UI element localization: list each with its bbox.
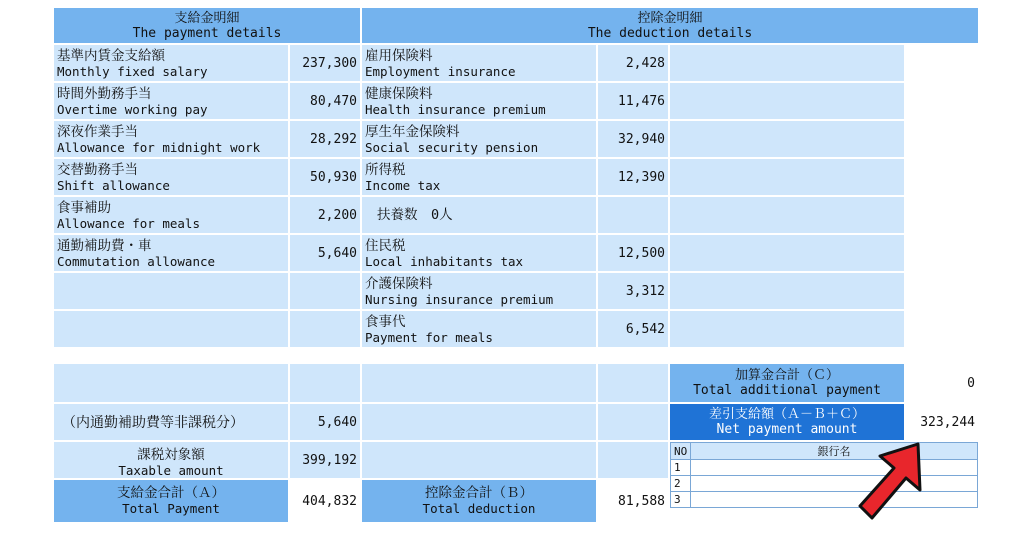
empty-cell [905, 44, 979, 82]
bank-row-no: 3 [671, 492, 691, 508]
empty-cell [905, 120, 979, 158]
empty-cell [361, 441, 597, 479]
payment-label: 時間外勤務手当 Overtime working pay [53, 82, 289, 120]
empty-cell [905, 196, 979, 234]
payment-header [53, 7, 361, 44]
non-taxable-label: （内通勤補助費等非課税分） [53, 403, 289, 441]
payment-value: 237,300 [289, 44, 361, 82]
empty-cell [905, 158, 979, 196]
deduction-label: 雇用保険料 Employment insurance [361, 44, 597, 82]
table-row [53, 82, 979, 120]
deduction-value: 3,312 [597, 272, 669, 310]
empty-cell [289, 363, 361, 403]
deduction-header [361, 7, 979, 44]
empty-cell [53, 363, 289, 403]
deduction-label: 介護保険料 Nursing insurance premium [361, 272, 597, 310]
total-deduction-value: 81,588 [597, 479, 669, 523]
deduction-header-jp: 控除金明細 [637, 10, 703, 26]
empty-cell [597, 403, 669, 441]
table-row [53, 120, 979, 158]
empty-cell [669, 82, 905, 120]
bank-row-no: 2 [671, 476, 691, 492]
table-row [53, 196, 979, 234]
payment-value: 28,292 [289, 120, 361, 158]
deduction-header-en: The deduction details [587, 25, 753, 41]
payment-value: 5,640 [289, 234, 361, 272]
bank-no-header: NO [671, 443, 691, 460]
empty-cell [669, 44, 905, 82]
empty-cell [53, 310, 289, 348]
deduction-label: 健康保険料 Health insurance premium [361, 82, 597, 120]
payment-header-jp: 支給金明細 [174, 10, 240, 26]
dependents-label: 扶養数 0人 [361, 196, 597, 234]
payment-label: 深夜作業手当 Allowance for midnight work [53, 120, 289, 158]
table-row [53, 44, 979, 82]
empty-cell [289, 310, 361, 348]
empty-cell [905, 234, 979, 272]
table-row [53, 310, 979, 348]
empty-cell [361, 403, 597, 441]
totals-table [52, 362, 980, 524]
total-payment-value: 404,832 [289, 479, 361, 523]
empty-cell [905, 310, 979, 348]
deduction-value: 11,476 [597, 82, 669, 120]
empty-cell [669, 120, 905, 158]
empty-cell [289, 272, 361, 310]
table-row [53, 272, 979, 310]
empty-cell [905, 82, 979, 120]
deduction-label: 所得税 Income tax [361, 158, 597, 196]
empty-cell [669, 234, 905, 272]
taxable-amount-label: 課税対象額 Taxable amount [53, 441, 289, 479]
empty-cell [905, 272, 979, 310]
empty-cell [669, 272, 905, 310]
empty-cell [669, 196, 905, 234]
total-deduction-label: 控除金合計（Ｂ） Total deduction [361, 479, 597, 523]
empty-cell [361, 363, 597, 403]
deduction-label: 住民税 Local inhabitants tax [361, 234, 597, 272]
details-table [52, 6, 980, 349]
bank-name-header: 銀行名 [691, 443, 978, 460]
deduction-value [597, 196, 669, 234]
additional-payment-label: 加算金合計（Ｃ） Total additional payment [669, 363, 905, 403]
deduction-value: 6,542 [597, 310, 669, 348]
deduction-value: 2,428 [597, 44, 669, 82]
table-row [53, 158, 979, 196]
deduction-label: 厚生年金保険料 Social security pension [361, 120, 597, 158]
net-payment-label: 差引支給額（Ａ－Ｂ＋Ｃ） Net payment amount [669, 403, 905, 441]
payment-header-en: The payment details [132, 25, 282, 41]
net-payment-value: 323,244 [905, 403, 979, 441]
payment-label: 交替勤務手当 Shift allowance [53, 158, 289, 196]
taxable-amount-value: 399,192 [289, 441, 361, 479]
additional-payment-value: 0 [905, 363, 979, 403]
empty-cell [669, 310, 905, 348]
payment-label: 通勤補助費・車 Commutation allowance [53, 234, 289, 272]
table-row [53, 234, 979, 272]
payment-label: 食事補助 Allowance for meals [53, 196, 289, 234]
deduction-value: 12,390 [597, 158, 669, 196]
total-payment-label: 支給金合計（Ａ） Total Payment [53, 479, 289, 523]
empty-cell [597, 441, 669, 479]
bank-row-no: 1 [671, 460, 691, 476]
payment-label: 基準内賃金支給額 Monthly fixed salary [53, 44, 289, 82]
red-arrow-icon [858, 440, 938, 525]
non-taxable-value: 5,640 [289, 403, 361, 441]
empty-cell [669, 158, 905, 196]
deduction-value: 32,940 [597, 120, 669, 158]
deduction-label: 食事代 Payment for meals [361, 310, 597, 348]
empty-cell [53, 272, 289, 310]
payment-value: 50,930 [289, 158, 361, 196]
payment-value: 80,470 [289, 82, 361, 120]
deduction-value: 12,500 [597, 234, 669, 272]
empty-cell [597, 363, 669, 403]
payment-value: 2,200 [289, 196, 361, 234]
